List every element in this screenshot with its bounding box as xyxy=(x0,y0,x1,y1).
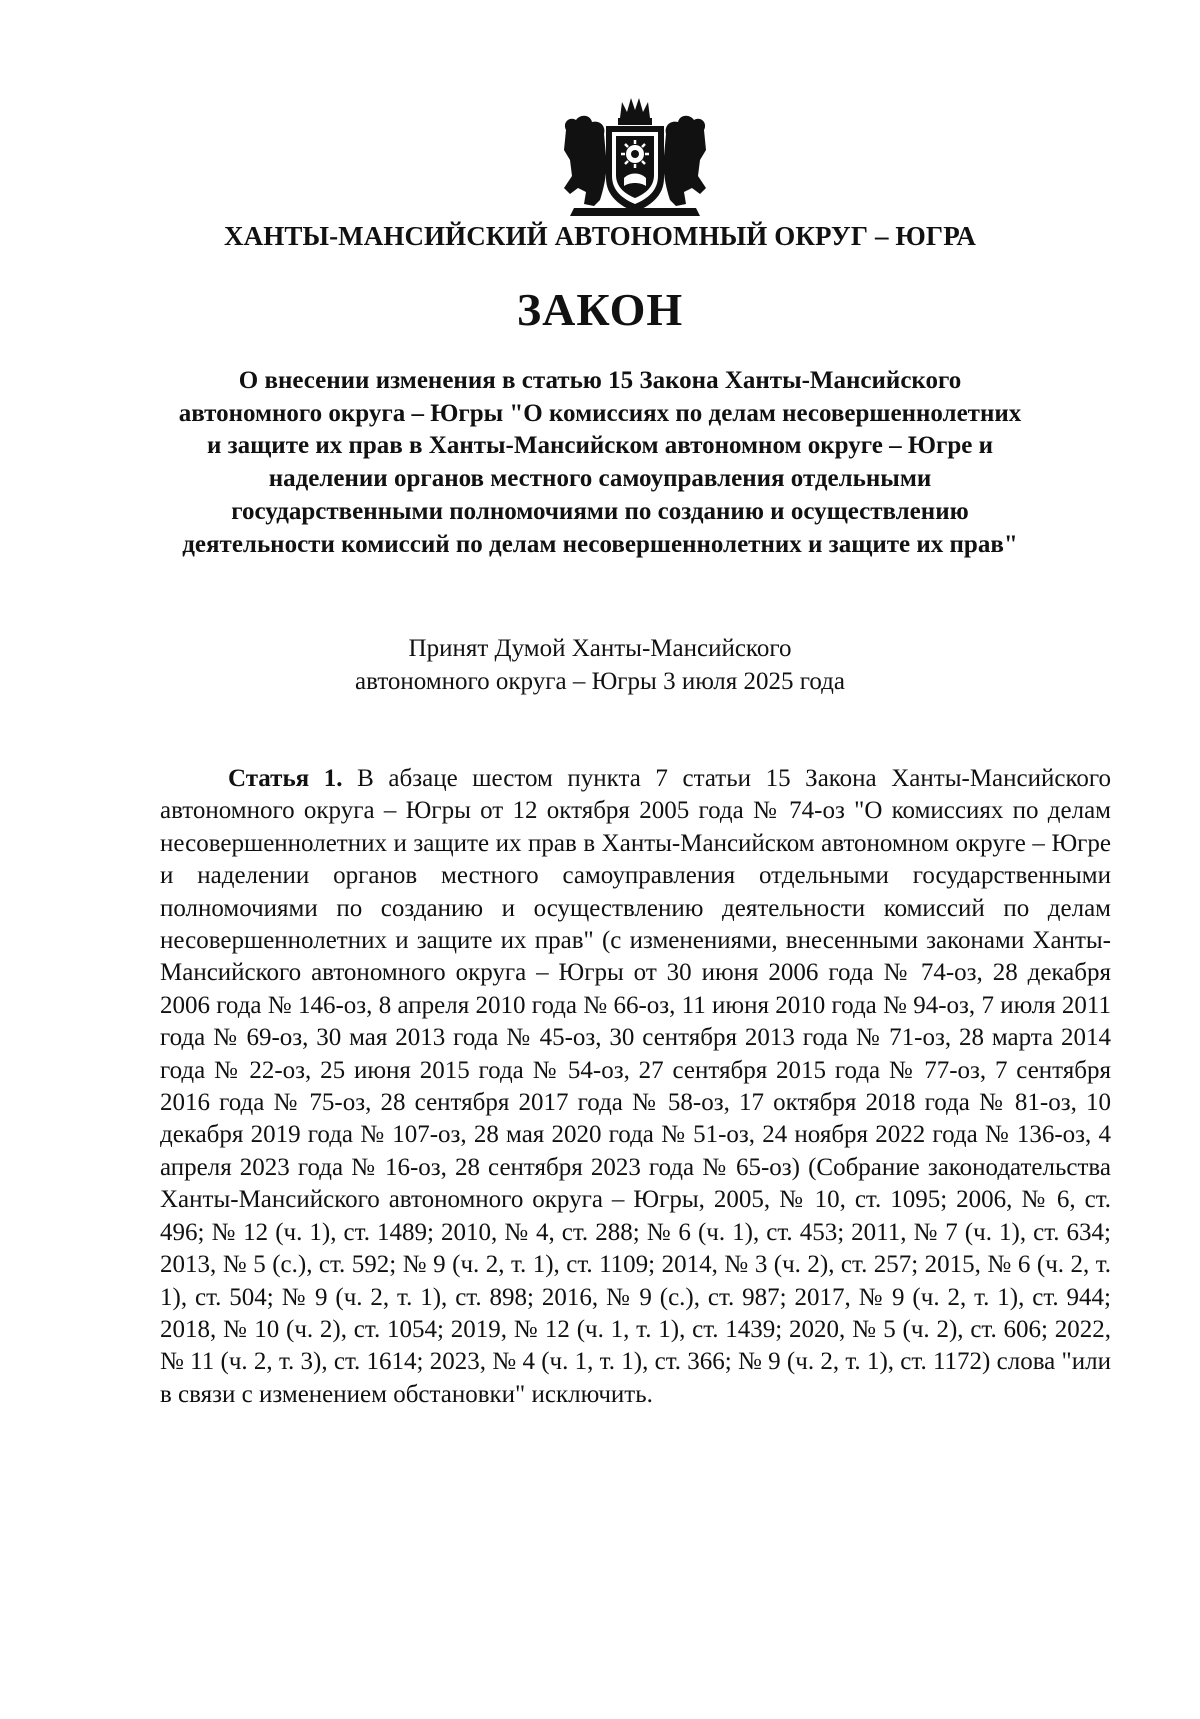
coat-of-arms-icon xyxy=(560,96,710,222)
article-1-label: Статья 1. xyxy=(228,765,343,792)
adoption-note xyxy=(200,633,1000,698)
adoption-note-line-1: Принят Думой Ханты-Мансийского xyxy=(408,635,792,662)
article-1-text: В абзаце шестом пункта 7 статьи 15 Закона Ханты-Мансийского автономного округа – Югры от 12 октября 2005 года № 74-оз "О комиссиях по делам несовершеннолетних и защите их прав в Ханты-Мансийском автономном округе – Югре и наделении органов местного самоуправления отдельными государственными полномочиями по созданию и осуществлению деятельности комиссий по делам несовершеннолетних и защите их прав" (с изменениями, внесенными законами Ханты-Мансийского автономного округа – Югры от 30 июня 2006 года № 74-оз, 28 декабря 2006 года № 146-оз, 8 апреля 2010 года № 66-оз, 11 июня 2010 года № 94-оз, 7 июля 2011 года № 69-оз, 30 мая 2013 года № 45-оз, 30 сентября 2013 года № 71-оз, 28 марта 2014 года № 22-оз, 25 июня 2015 года № 54-оз, 27 сентября 2015 года № 77-оз, 7 сентября 2016 года № 75-оз, 28 сентября 2017 года № 58-оз, 17 октября 2018 года № 81-оз, 10 декабря 2019 года № 107-оз, 28 мая 2020 года № 51-оз, 24 ноября 2022 года № 136-оз, 4 апреля 2023 года № 16-оз, 28 сентября 2023 года № 65-оз) (Собрание законодательства Ханты-Мансийского автономного округа – Югры, 2005, № 10, ст. 1095; 2006, № 6, ст. 496; № 12 (ч. 1), ст. 1489; 2010, № 4, ст. 288; № 6 (ч. 1), ст. 453; 2011, № 7 (ч. 1), ст. 634; 2013, № 5 (с.), ст. 592; № 9 (ч. 2, т. 1), ст. 1109; 2014, № 3 (ч. 2), ст. 257; 2015, № 6 (ч. 2, т. 1), ст. 504; № 9 (ч. 2, т. 1), ст. 898; 2016, № 9 (с.), ст. 987; 2017, № 9 (ч. 2, т. 1), ст. 944; 2018, № 10 (ч. 2), ст. 1054; 2019, № 12 (ч. 1, т. 1), ст. 1439; 2020, № 5 (ч. 2), ст. 606; 2022, № 11 (ч. 2, т. 3), ст. 1614; 2023, № 4 (ч. 1, т. 1), ст. 366; № 9 (ч. 2, т. 1), ст. 1172) слова "или в связи с изменением обстановки" исключить. xyxy=(160,765,1111,1408)
region-heading: ХАНТЫ-МАНСИЙСКИЙ АВТОНОМНЫЙ ОКРУГ – ЮГРА xyxy=(224,221,976,251)
adoption-note-line-2: автономного округа – Югры 3 июля 2025 года xyxy=(355,667,845,695)
document-type-heading: ЗАКОН xyxy=(516,284,684,335)
law-title: О внесении изменения в статью 15 Закона Ханты-Мансийского автономного округа – Югры "О комиссиях по делам несовершеннолетних и защите их прав в Ханты-Мансийском автономном округе – Югре и наделении органов местного самоуправления отдельными государственными полномочиями по созданию и осуществлению деятельности комиссий по делам несовершеннолетних и защите их прав" xyxy=(178,367,1022,558)
article-1-paragraph xyxy=(160,763,1111,1411)
